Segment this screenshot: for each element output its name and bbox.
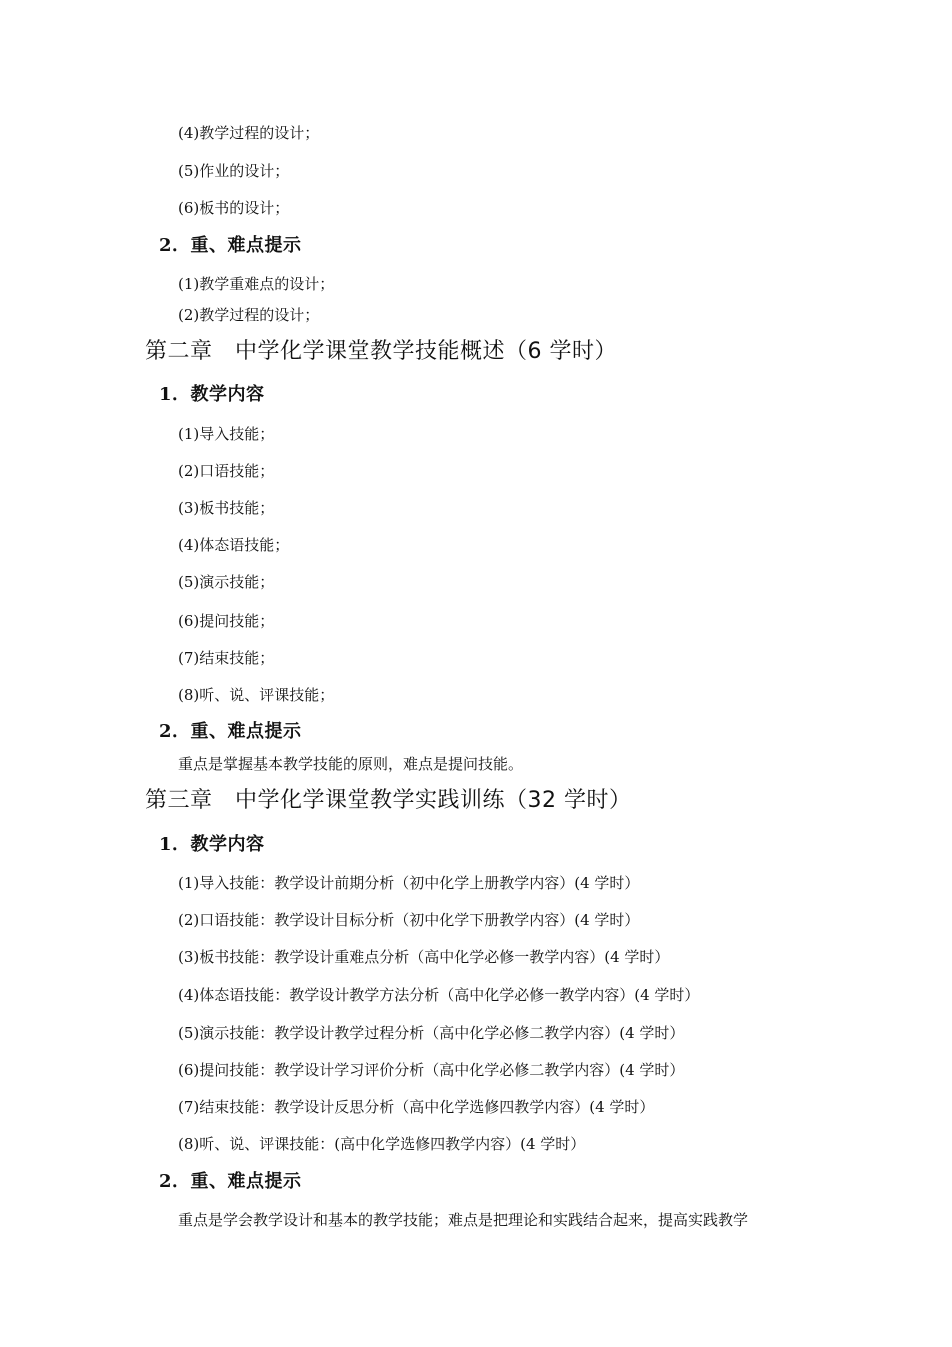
list-item: (5)演示技能：教学设计教学过程分析（高中化学必修二教学内容）(4 学时） — [178, 1024, 685, 1042]
list-item: (7)结束技能； — [178, 649, 275, 667]
focus-text: 重点是学会教学设计和基本的教学技能；难点是把理论和实践结合起来，提高实践教学 — [178, 1211, 749, 1229]
section-heading-content: 1．教学内容 — [159, 834, 265, 855]
list-item: (8)听、说、评课技能：(高中化学选修四教学内容）(4 学时） — [178, 1135, 586, 1153]
list-item: (6)提问技能； — [178, 612, 275, 630]
list-item: (5)演示技能； — [178, 573, 275, 591]
list-item: (3)板书技能：教学设计重难点分析（高中化学必修一教学内容）(4 学时） — [178, 948, 670, 966]
list-item: (4)体态语技能； — [178, 536, 290, 554]
list-item: (1)教学重难点的设计； — [178, 275, 335, 293]
list-item: (2)教学过程的设计； — [178, 306, 320, 324]
list-item: (2)口语技能； — [178, 462, 275, 480]
section-heading-focus: 2．重、难点提示 — [159, 235, 302, 256]
chapter-title: 第二章 中学化学课堂教学技能概述（6 学时） — [145, 339, 617, 364]
list-item: (4)体态语技能：教学设计教学方法分析（高中化学必修一教学内容）(4 学时） — [178, 986, 700, 1004]
list-item: (3)板书技能； — [178, 499, 275, 517]
list-item: (1)导入技能：教学设计前期分析（初中化学上册教学内容）(4 学时） — [178, 874, 640, 892]
list-item: (5)作业的设计； — [178, 162, 290, 180]
section-heading-focus: 2．重、难点提示 — [159, 1171, 302, 1192]
section-heading-focus: 2．重、难点提示 — [159, 721, 302, 742]
focus-text: 重点是掌握基本教学技能的原则，难点是提问技能。 — [178, 755, 524, 773]
list-item: (7)结束技能：教学设计反思分析（高中化学选修四教学内容）(4 学时） — [178, 1098, 655, 1116]
list-item: (6)板书的设计； — [178, 199, 290, 217]
list-item: (4)教学过程的设计； — [178, 124, 320, 142]
list-item: (1)导入技能； — [178, 425, 275, 443]
list-item: (6)提问技能：教学设计学习评价分析（高中化学必修二教学内容）(4 学时） — [178, 1061, 685, 1079]
chapter-title: 第三章 中学化学课堂教学实践训练（32 学时） — [145, 788, 632, 813]
list-item: (8)听、说、评课技能； — [178, 686, 335, 704]
list-item: (2)口语技能：教学设计目标分析（初中化学下册教学内容）(4 学时） — [178, 911, 640, 929]
section-heading-content: 1．教学内容 — [159, 384, 265, 405]
